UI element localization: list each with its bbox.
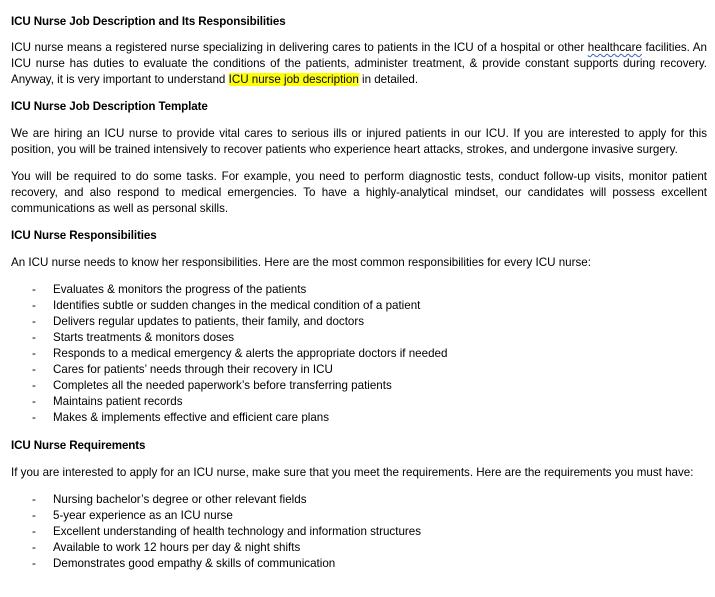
list-item: - 5-year experience as an ICU nurse <box>11 508 707 524</box>
list-item: - Delivers regular updates to patients, their family, and doctors <box>11 314 707 330</box>
list-item: - Completes all the needed paperwork’s before transferring patients <box>11 378 707 394</box>
intro-text-3: in detailed. <box>358 73 419 86</box>
list-item: - Starts treatments & monitors doses <box>11 330 707 346</box>
requirements-heading: ICU Nurse Requirements <box>11 439 146 452</box>
list-item: - Evaluates & monitors the progress of the patients <box>11 282 707 298</box>
responsibilities-intro: An ICU nurse needs to know her responsibilities. Here are the most common responsibilities for every ICU nurse: <box>11 256 591 269</box>
intro-text-2: facilities. An ICU nurse has duties to evaluate the conditions of the patients, administer treatment, & provide constant supports during recovery. Anyway, it is very important to understand <box>11 41 707 86</box>
list-item: - Maintains patient records <box>11 394 707 410</box>
list-item: - Excellent understanding of health technology and information structures <box>11 524 707 540</box>
list-item: - Makes & implements effective and efficient care plans <box>11 410 707 426</box>
list-item: - Identifies subtle or sudden changes in the medical condition of a patient <box>11 298 707 314</box>
spellcheck-word[interactable]: healthcare <box>587 41 642 54</box>
requirements-intro: If you are interested to apply for an ICU nurse, make sure that you meet the requirements. Here are the requirements you must have: <box>11 466 694 479</box>
intro-paragraph <box>11 40 707 88</box>
list-item: - Responds to a medical emergency & alerts the appropriate doctors if needed <box>11 346 707 362</box>
requirements-list <box>11 492 707 572</box>
responsibilities-heading: ICU Nurse Responsibilities <box>11 229 157 242</box>
responsibilities-list <box>11 282 707 426</box>
intro-text-1: ICU nurse means a registered nurse specializing in delivering cares to patients in the ICU of a hospital or other <box>11 41 588 54</box>
template-paragraph-2: You will be required to do some tasks. For example, you need to perform diagnostic tests, conduct follow-up visits, monitor patient recovery, and also respond to medical emergencies. To have a highly-analytical mindset, our candidates will possess excellent communications as well as personal skills. <box>11 170 707 215</box>
template-heading: ICU Nurse Job Description Template <box>11 100 208 113</box>
list-item: - Nursing bachelor’s degree or other relevant fields <box>11 492 707 508</box>
list-item: - Available to work 12 hours per day & night shifts <box>11 540 707 556</box>
document-title: ICU Nurse Job Description and Its Responsibilities <box>11 15 286 28</box>
template-paragraph-1: We are hiring an ICU nurse to provide vital cares to serious ills or injured patients in our ICU. If you are interested to apply for this position, you will be trained intensively to recover patients who experience heart attacks, strokes, and undergone invasive surgery. <box>11 127 707 156</box>
list-item: - Cares for patients’ needs through their recovery in ICU <box>11 362 707 378</box>
highlighted-phrase: ICU nurse job description <box>228 73 359 86</box>
list-item: - Demonstrates good empathy & skills of communication <box>11 556 707 572</box>
